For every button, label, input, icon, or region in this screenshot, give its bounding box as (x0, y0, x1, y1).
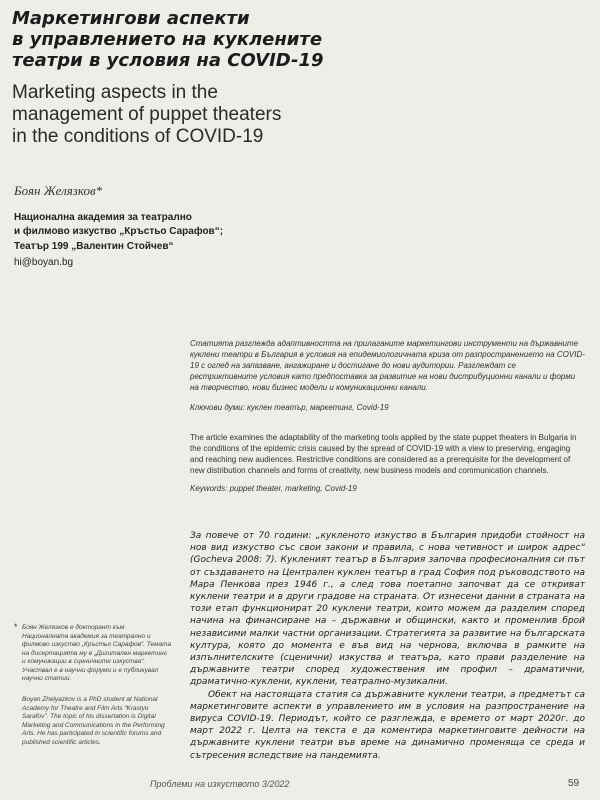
affiliation-line: Театър 199 „Валентин Стойчев“ (14, 241, 174, 252)
author-name: Боян Желязков* (14, 183, 103, 198)
abstract-english: The article examines the adaptability of the marketing tools applied by the state puppet theaters in Bulgaria in the conditions of the epidemic crisis caused by the spread of COVID-19 with a view to preserving, engaging and reaching new audiences. Restrictive conditions are considered as a prerequisite for the development of new distribution channels and forms of creativity, new business models and communication channels. (190, 433, 577, 475)
title-bg-line: Маркетингови аспекти (12, 8, 250, 29)
title-bg-line: в управлението на куклените (12, 29, 323, 50)
title-en-line: in the conditions of COVID-19 (12, 126, 264, 147)
title-english (12, 82, 372, 148)
title-en-line: Marketing aspects in the (12, 82, 218, 103)
title-bulgarian (12, 8, 352, 71)
body-paragraph: За повече от 70 години: „кукленото изкуство в България придоби стойност на нов вид изкуство със свои закони и правила, с нова четивност и широк адрес“ (Gocheva 2008: 7). Кукленият театър в България започва професионалния си път от създаването на Централен куклен театър в град София под ръководството на Мара Пенкова през 1946 г., а след това поетапно започват да се откриват куклени театри и в други градове на страната. От изнесени данни в страната на този етап функционират 20 куклени театри, които можем да разделим според начина на финансиране на – държавни и общински, както и променлив брой независими малки частни организации. Стратегията за развитие на българската култура, която до момента е във вид на чернова, включва в рамките на изпълнителските (сценични) изкуства и театъра, като прави разделение на държавните театри според художествения им профил – драматични, драматично-куклени, куклени, театрално-музикални. (190, 531, 585, 688)
footnote-bulgarian: Боян Желязков е докторант към Националната академия за театрално и филмово изкуство „Кръстьо Сарафов“. Темата на дисертацията му е „Дигитален маркетинг и комуникации в сценичните изкуства“. Участвал е в научни форуми и е публикувал научни статии. (22, 624, 172, 682)
footnote-marker: * (14, 622, 18, 632)
footnote-english: Boyan Zhelyazkov is a PhD student at National Academy for Theatre and Film Arts “Krastyo Sarafov”. The topic of his dissertation is Digital Marketing and Communications in the Performing Arts. He has participated in scientific forums and published scientific articles. (22, 696, 165, 746)
page-number: 59 (568, 778, 580, 789)
author-email: hi@boyan.bg (14, 257, 74, 268)
title-en-line: management of puppet theaters (12, 104, 282, 125)
affiliation-line: и филмово изкуство „Кръстьо Сарафов“; (14, 226, 224, 237)
body-paragraph: Обект на настоящата статия са държавните куклени театри, а предметът са маркетинговите аспекти в управлението им в условия на разпространение на вируса COVID-19. Периодът, който се разглежда, е времето от март 2020г. до март 2022 г. Целта на текста е да коментира маркетинговите дейности на държавните куклени театри във време на динамично променяща се среда и сътресения вследствие на пандемията. (190, 689, 585, 761)
title-bg-line: театри в условия на COVID-19 (12, 50, 324, 71)
affiliation-line: Национална академия за театрално (14, 212, 192, 223)
abstract-bulgarian: Статията разглежда адаптивността на прилаганите маркетингови инструменти на държавните куклени театри в България в условия на епидемиологичната криза от разпространението на COVID-19 с оглед на запазване, ангажиране и достигане до нови аудитории. Разглеждат се рестриктивните условия като предпоставка за развитие на нови дистрибуционни канали и форми на творчество, нови бизнес модели и комуникационни канали. (190, 339, 585, 392)
body-text (190, 530, 585, 762)
keywords-bulgarian: Ключови думи: куклен театър, маркетинг, Covid-19 (190, 403, 389, 412)
keywords-english: Keywords: puppet theater, marketing, Covid-19 (190, 484, 357, 493)
journal-title: Проблеми на изкуството 3/2022 (150, 779, 290, 789)
